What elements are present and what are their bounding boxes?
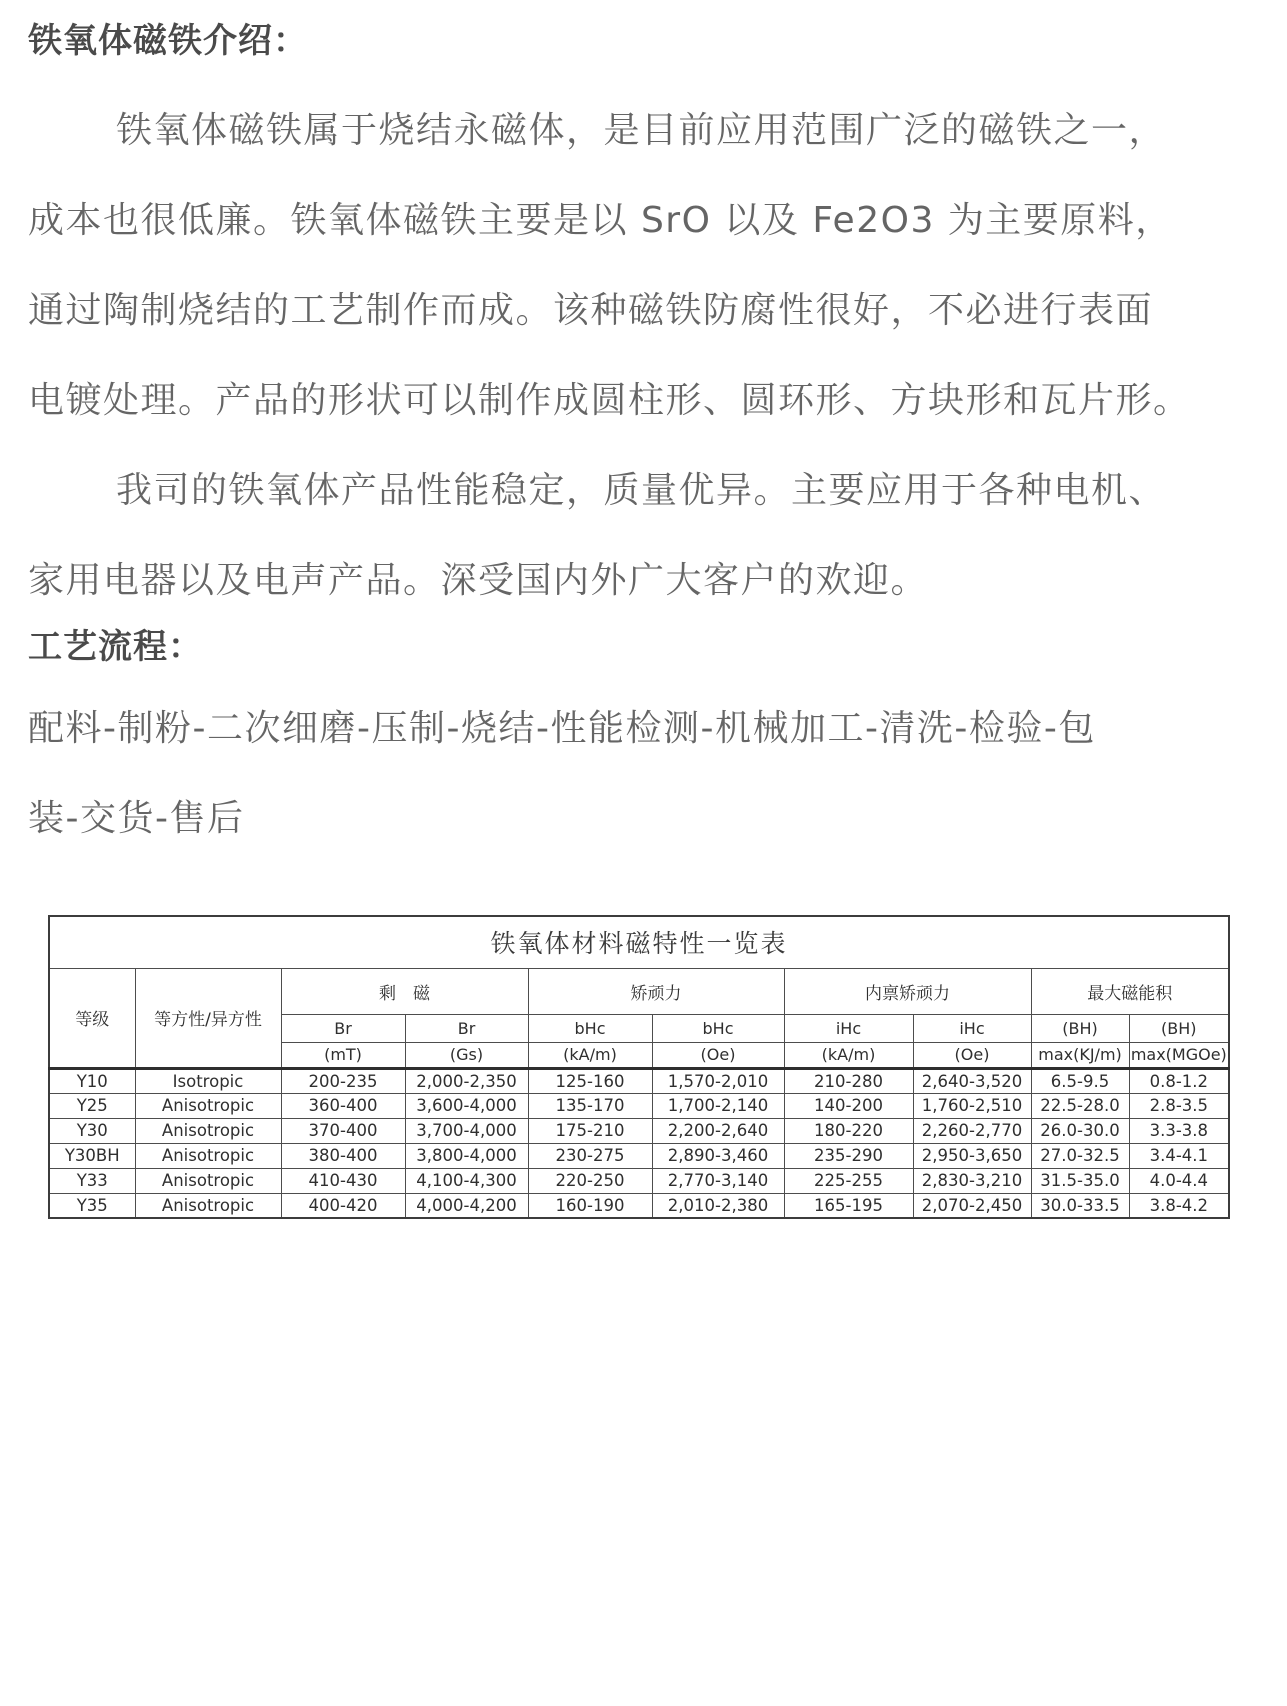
table-cell: 1,570-2,010 — [652, 1068, 784, 1093]
intro-paragraph-1 — [0, 82, 1287, 442]
table-cell: Y25 — [49, 1093, 135, 1118]
table-row — [49, 1093, 1229, 1118]
group-header-intrinsic-coercivity: 内禀矫顽力 — [784, 968, 1031, 1014]
table-cell: 165-195 — [784, 1193, 913, 1218]
table-cell: Isotropic — [135, 1068, 281, 1093]
unit-header: (Oe) — [652, 1042, 784, 1068]
table-cell: Anisotropic — [135, 1143, 281, 1168]
table-cell: 410-430 — [281, 1168, 405, 1193]
unit-header: (Oe) — [913, 1042, 1031, 1068]
table-cell: Y30 — [49, 1118, 135, 1143]
table-cell: 220-250 — [528, 1168, 652, 1193]
sub-header: bHc — [528, 1014, 652, 1042]
table-cell: 200-235 — [281, 1068, 405, 1093]
table-cell: 235-290 — [784, 1143, 913, 1168]
table-cell: 160-190 — [528, 1193, 652, 1218]
table-cell: Anisotropic — [135, 1093, 281, 1118]
col-header-grade: 等级 — [49, 968, 135, 1068]
table-cell: 380-400 — [281, 1143, 405, 1168]
intro-line: 铁氧体磁铁属于烧结永磁体，是目前应用范围广泛的磁铁之一， — [116, 109, 1167, 151]
table-cell: Anisotropic — [135, 1168, 281, 1193]
unit-header: (kA/m) — [528, 1042, 652, 1068]
table-cell: Y30BH — [49, 1143, 135, 1168]
process-line: 配料-制粉-二次细磨-压制-烧结-性能检测-机械加工-清洗-检验-包 — [28, 707, 1096, 749]
col-header-isotropy: 等方性/异方性 — [135, 968, 281, 1068]
table-cell: 26.0-30.0 — [1031, 1118, 1129, 1143]
table-title: 铁氧体材料磁特性一览表 — [49, 916, 1229, 968]
table-cell: 3,600-4,000 — [405, 1093, 528, 1118]
document-page — [0, 16, 1287, 1706]
unit-header: (kA/m) — [784, 1042, 913, 1068]
process-line: 装-交货-售后 — [28, 797, 245, 839]
table-cell: 0.8-1.2 — [1129, 1068, 1229, 1093]
table-row — [49, 1193, 1229, 1218]
table-cell: Anisotropic — [135, 1193, 281, 1218]
table-cell: Anisotropic — [135, 1118, 281, 1143]
table-cell: 2,770-3,140 — [652, 1168, 784, 1193]
table-cell: 2,260-2,770 — [913, 1118, 1031, 1143]
group-header-max-energy-product: 最大磁能积 — [1031, 968, 1229, 1014]
table-cell: 4,000-4,200 — [405, 1193, 528, 1218]
table-cell: 2,200-2,640 — [652, 1118, 784, 1143]
table-cell: 180-220 — [784, 1118, 913, 1143]
table-cell: 230-275 — [528, 1143, 652, 1168]
table-cell: 225-255 — [784, 1168, 913, 1193]
table-cell: 3.4-4.1 — [1129, 1143, 1229, 1168]
table-cell: 1,700-2,140 — [652, 1093, 784, 1118]
intro-line: 家用电器以及电声产品。深受国内外广大客户的欢迎。 — [28, 559, 929, 601]
table-row — [49, 1168, 1229, 1193]
sub-header: Br — [405, 1014, 528, 1042]
table-cell: 210-280 — [784, 1068, 913, 1093]
sub-header: iHc — [913, 1014, 1031, 1042]
table-cell: 30.0-33.5 — [1031, 1193, 1129, 1218]
table-cell: 400-420 — [281, 1193, 405, 1218]
intro-line: 我司的铁氧体产品性能稳定，质量优异。主要应用于各种电机、 — [116, 469, 1167, 511]
table-cell: 2,950-3,650 — [913, 1143, 1031, 1168]
group-header-remanence: 剩 磁 — [281, 968, 528, 1014]
intro-paragraph-2 — [0, 442, 1287, 622]
table-cell: Y35 — [49, 1193, 135, 1218]
table-cell: 1,760-2,510 — [913, 1093, 1031, 1118]
table-row — [49, 1068, 1229, 1093]
unit-header: (mT) — [281, 1042, 405, 1068]
table-cell: 2,070-2,450 — [913, 1193, 1031, 1218]
table-group-header-row — [49, 968, 1229, 1014]
table-cell: 6.5-9.5 — [1031, 1068, 1129, 1093]
table-row — [49, 1143, 1229, 1168]
table-cell: 2,830-3,210 — [913, 1168, 1031, 1193]
table-cell: 22.5-28.0 — [1031, 1093, 1129, 1118]
process-flow — [0, 680, 1287, 860]
table-cell: 31.5-35.0 — [1031, 1168, 1129, 1193]
intro-line: 成本也很低廉。铁氧体磁铁主要是以 SrO 以及 Fe2O3 为主要原料， — [28, 199, 1173, 241]
table-cell: 2,890-3,460 — [652, 1143, 784, 1168]
sub-header: iHc — [784, 1014, 913, 1042]
table-cell: Y33 — [49, 1168, 135, 1193]
sub-header: Br — [281, 1014, 405, 1042]
table-cell: 2,000-2,350 — [405, 1068, 528, 1093]
table-cell: 3.3-3.8 — [1129, 1118, 1229, 1143]
sub-header: (BH) — [1129, 1014, 1229, 1042]
table-cell: 3,800-4,000 — [405, 1143, 528, 1168]
table-cell: 360-400 — [281, 1093, 405, 1118]
table-cell: Y10 — [49, 1068, 135, 1093]
table-row — [49, 1118, 1229, 1143]
intro-heading: 铁氧体磁铁介绍： — [28, 21, 308, 61]
group-header-coercivity: 矫顽力 — [528, 968, 784, 1014]
table-cell: 125-160 — [528, 1068, 652, 1093]
unit-header: (Gs) — [405, 1042, 528, 1068]
process-heading: 工艺流程： — [28, 627, 203, 667]
sub-header: (BH) — [1031, 1014, 1129, 1042]
table-cell: 4,100-4,300 — [405, 1168, 528, 1193]
unit-header: max(KJ/m) — [1031, 1042, 1129, 1068]
table-cell: 27.0-32.5 — [1031, 1143, 1129, 1168]
table-cell: 140-200 — [784, 1093, 913, 1118]
table-cell: 2,640-3,520 — [913, 1068, 1031, 1093]
table-cell: 2.8-3.5 — [1129, 1093, 1229, 1118]
table-cell: 3.8-4.2 — [1129, 1193, 1229, 1218]
unit-header: max(MGOe) — [1129, 1042, 1229, 1068]
intro-line: 通过陶制烧结的工艺制作而成。该种磁铁防腐性很好，不必进行表面 — [28, 289, 1154, 331]
table-cell: 3,700-4,000 — [405, 1118, 528, 1143]
table-title-row — [49, 916, 1229, 968]
ferrite-properties-table — [48, 915, 1230, 1219]
table-cell: 370-400 — [281, 1118, 405, 1143]
table-cell: 4.0-4.4 — [1129, 1168, 1229, 1193]
sub-header: bHc — [652, 1014, 784, 1042]
intro-line: 电镀处理。产品的形状可以制作成圆柱形、圆环形、方块形和瓦片形。 — [28, 379, 1191, 421]
table-cell: 2,010-2,380 — [652, 1193, 784, 1218]
table-cell: 135-170 — [528, 1093, 652, 1118]
table-cell: 175-210 — [528, 1118, 652, 1143]
